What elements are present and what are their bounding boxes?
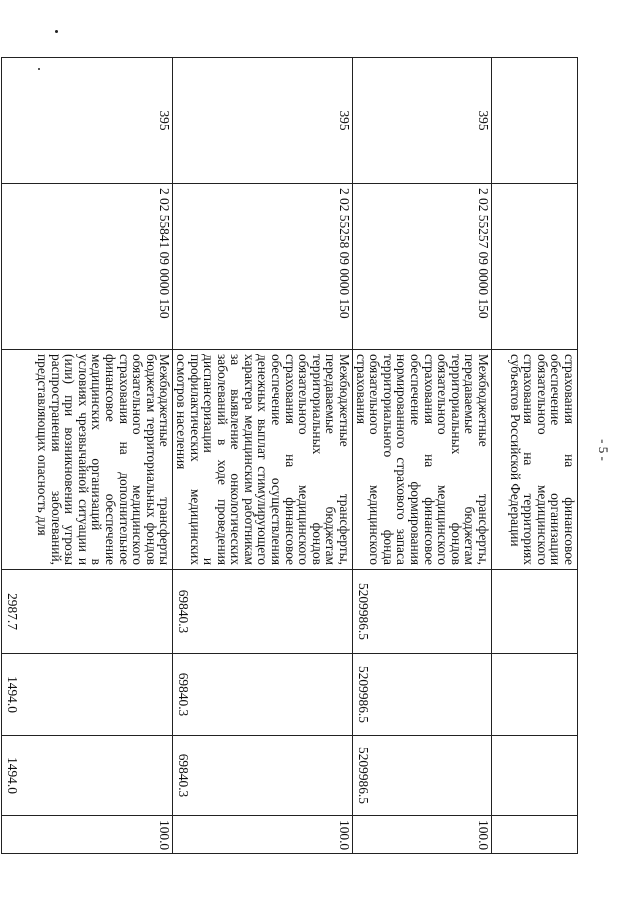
budget-code-cell: 2 02 55258 09 0000 150 <box>173 184 353 350</box>
executed-value-cell <box>492 736 578 816</box>
percent-cell: 100.0 <box>2 816 173 854</box>
percent-cell <box>492 816 578 854</box>
admin-code-cell <box>492 58 578 184</box>
plan-value-cell <box>492 570 578 654</box>
executed-value-cell: 69840.3 <box>173 736 353 816</box>
scan-speck <box>55 30 58 33</box>
admin-code-cell: 395 <box>353 58 492 184</box>
adjusted-value-cell <box>492 654 578 736</box>
budget-code-cell <box>492 184 578 350</box>
description-cell: Межбюджетные трансферты, передаваемые бюджетам территориальных фондов обязательного медицинского страхования на финансовое обеспечение осуществления денежных выплат стимулирующего характера медицинским работникам за выявление онкологических заболеваний в ходе проведения диспансеризации и профилактических медицинских осмотров населения <box>173 350 353 570</box>
description-cell: страхования на финансовое обеспечение организации обязательного медицинского страхования на территориях субъектов Российской Федерации <box>492 350 578 570</box>
admin-code-cell: 395 <box>173 58 353 184</box>
page-number: - 5 - <box>595 439 611 461</box>
table-row <box>353 58 492 854</box>
description-cell: Межбюджетные трансферты, передаваемые бюджетам территориальных фондов обязательного медицинского страхования на финансовое обеспечение формирования нормированного страхового запаса территориального фонда обязательного медицинского страхования <box>353 350 492 570</box>
budget-table-wrapper <box>4 57 578 853</box>
percent-cell: 100.0 <box>173 816 353 854</box>
adjusted-value-cell: 69840.3 <box>173 654 353 736</box>
plan-value-cell: 5209986.5 <box>353 570 492 654</box>
budget-code-cell: 2 02 55841 09 0000 150 <box>2 184 173 350</box>
admin-code-cell: 395 <box>2 58 173 184</box>
description-cell: Межбюджетные трансферты бюджетам территориальных фондов обязательного медицинского страхования на дополнительное финансовое обеспечение медицинских организаций в условиях чрезвычайной ситуации и (или) при возникновении угрозы распространения заболеваний, представляющих опасность для <box>2 350 173 570</box>
budget-table <box>1 57 578 854</box>
plan-value-cell: 2987.7 <box>2 570 173 654</box>
executed-value-cell: 1494.0 <box>2 736 173 816</box>
table-row <box>2 58 173 854</box>
percent-cell: 100.0 <box>353 816 492 854</box>
budget-code-cell: 2 02 55257 09 0000 150 <box>353 184 492 350</box>
table-row <box>173 58 353 854</box>
adjusted-value-cell: 5209986.5 <box>353 654 492 736</box>
plan-value-cell: 69840.3 <box>173 570 353 654</box>
adjusted-value-cell: 1494.0 <box>2 654 173 736</box>
rotated-table-area <box>4 57 578 853</box>
executed-value-cell: 5209986.5 <box>353 736 492 816</box>
table-row <box>492 58 578 854</box>
